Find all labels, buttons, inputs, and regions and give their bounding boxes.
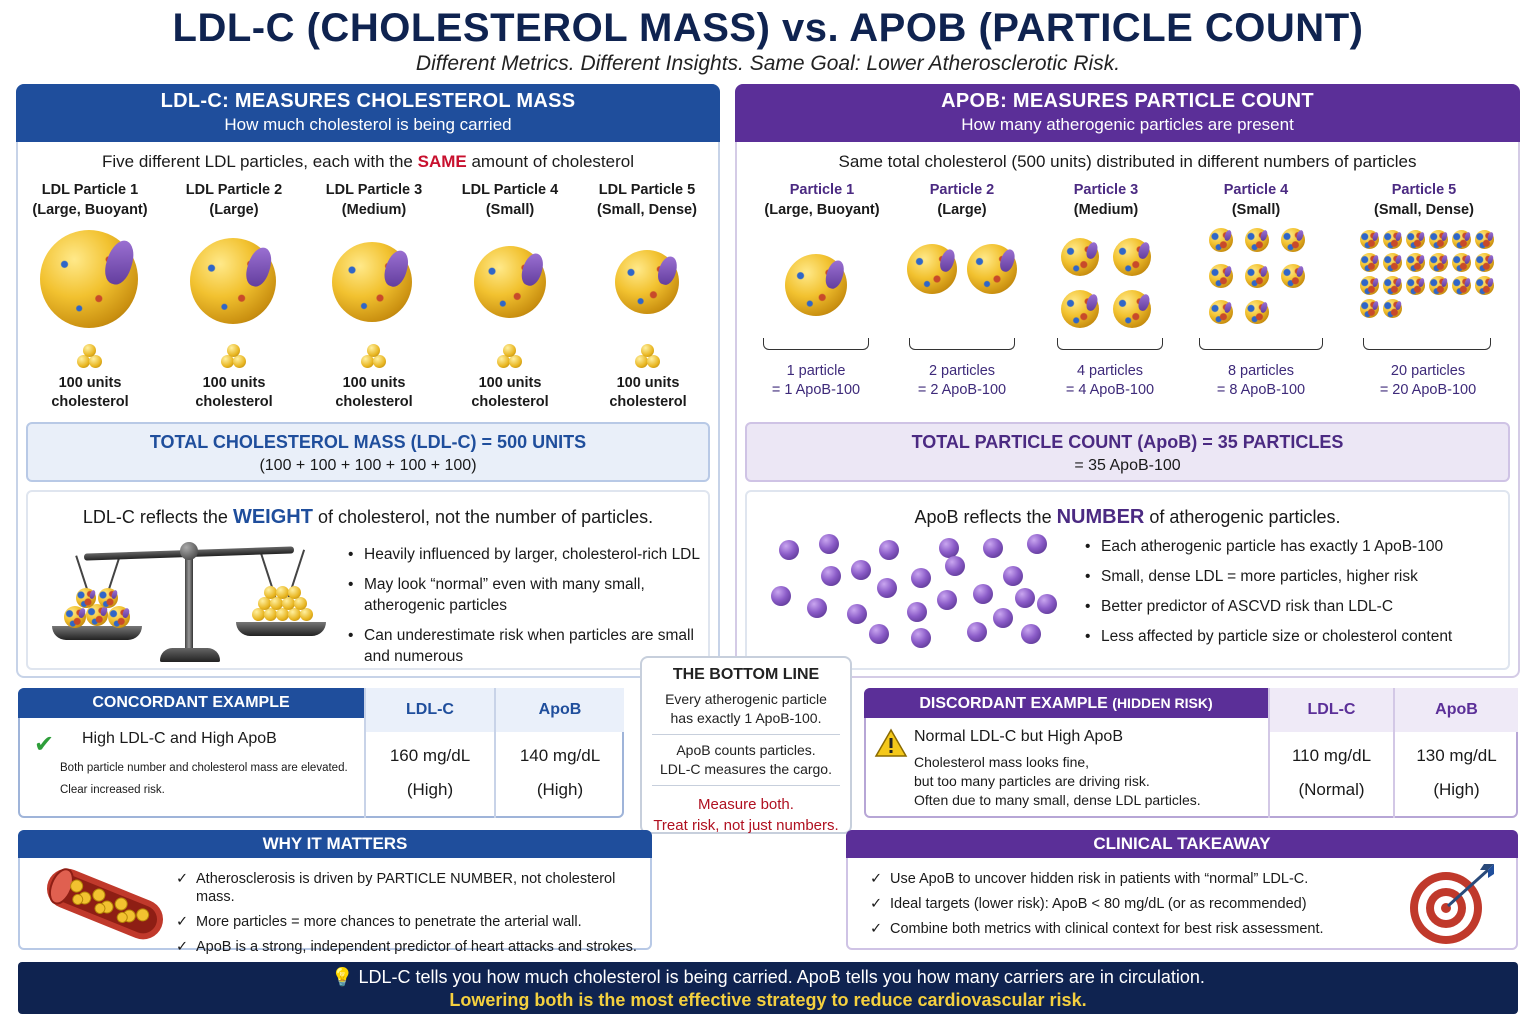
check-item: ✓ More particles = more chances to penetrate the arterial wall. [174, 913, 654, 931]
total-cholesterol-sum: (100 + 100 + 100 + 100 + 100) [259, 457, 477, 474]
ldl-particle-large-icon [40, 230, 138, 328]
call-to-action-text: Treat risk, not just numbers. [653, 817, 839, 834]
bottom-line-text: has exactly 1 ApoB-100. [670, 710, 822, 726]
apob-particle-icon [1245, 228, 1269, 252]
explain-text: LDL-C reflects the [82, 507, 233, 527]
total-cholesterol-title: TOTAL CHOLESTEROL MASS (LDL-C) = 500 UNITS [149, 432, 587, 452]
ldl-c-column [1270, 688, 1395, 818]
divider [652, 734, 840, 735]
column-header: ApoB [496, 688, 624, 732]
apob-particle-3 [1051, 180, 1161, 220]
apob-scatter-particle [807, 598, 827, 618]
concordant-values-table [364, 688, 624, 818]
apob-particle-icon [967, 244, 1017, 294]
ldl-c-panel-header [16, 84, 720, 142]
apob-particle-icon [1383, 276, 1402, 295]
concordant-example [18, 688, 624, 818]
cholesterol-word: cholesterol [195, 394, 273, 410]
group-brace [1363, 338, 1491, 350]
apob-status: (High) [536, 780, 584, 799]
why-it-matters-title: WHY IT MATTERS [18, 830, 652, 858]
column-header: LDL-C [366, 688, 494, 732]
page-title: LDL-C (CHOLESTEROL MASS) vs. APOB (PARTICLE COUNT) [172, 6, 1364, 50]
check-icon: ✔ [34, 731, 55, 758]
ldl-particle-title: LDL Particle 4 [461, 182, 559, 198]
particle-count-label [887, 362, 1037, 400]
apob-scatter-particle [907, 602, 927, 622]
particle-count: 2 particles [928, 363, 996, 379]
particle-count: 1 particle [786, 363, 846, 379]
bottom-line-box [640, 656, 852, 834]
concordant-example-title: CONCORDANT EXAMPLE [18, 688, 364, 718]
target-icon [1404, 862, 1500, 946]
warning-icon [874, 728, 908, 758]
ldl-c-intro-text-end: amount of cholesterol [466, 152, 634, 171]
apob-scatter-particle [877, 578, 897, 598]
particle-count-label [1186, 362, 1336, 400]
apob-particle-icon [1475, 230, 1494, 249]
clinical-takeaway-list [868, 870, 1408, 945]
apob-particle-icon [1429, 230, 1448, 249]
apob-scatter-particle [1027, 534, 1047, 554]
discordant-headline: Normal LDL-C but High ApoB [914, 728, 1123, 745]
apob-particle-4 [1201, 180, 1311, 220]
apob-particle-subtitle: (Medium) [1073, 202, 1139, 218]
apob-particle-title: Particle 2 [929, 182, 995, 198]
discordant-line-3: Often due to many small, dense LDL particles. [914, 792, 1201, 808]
ldl-particle-5 [584, 180, 710, 220]
footer-line-1 [18, 967, 1518, 988]
discordant-values-table [1268, 688, 1518, 818]
total-particle-box [745, 422, 1510, 482]
apob-panel [735, 84, 1520, 678]
apob-particle-icon [1383, 253, 1402, 272]
apob-particle-icon [1406, 276, 1425, 295]
ldl-c-column [366, 688, 496, 818]
ldl-particle-title: LDL Particle 1 [41, 182, 139, 198]
apob-scatter-particle [973, 584, 993, 604]
discordant-example [864, 688, 1518, 818]
ldl-particle-title: LDL Particle 3 [325, 182, 423, 198]
particle-count: 8 particles [1227, 363, 1295, 379]
apob-particle-icon [1113, 238, 1151, 276]
apob-particle-title: Particle 3 [1073, 182, 1139, 198]
ldl-particle-title: LDL Particle 5 [598, 182, 696, 198]
clinical-takeaway-title: CLINICAL TAKEAWAY [846, 830, 1518, 858]
ldl-c-panel-subtitle: How much cholesterol is being carried [224, 115, 512, 134]
apob-scatter-particle [879, 540, 899, 560]
cholesterol-stack-icon [214, 342, 254, 370]
why-it-matters-box [18, 830, 652, 955]
apob-particle-icon [1475, 276, 1494, 295]
discordant-line-2: but too many particles are driving risk. [914, 773, 1150, 789]
particle-count-label [741, 362, 891, 400]
apob-particle-icon [1245, 264, 1269, 288]
apob-particle-icon [785, 254, 847, 316]
apob-scatter-particle [869, 624, 889, 644]
apob-scatter-particle [937, 590, 957, 610]
cholesterol-amount [450, 374, 570, 412]
group-brace [1057, 338, 1163, 350]
weight-highlight: WEIGHT [232, 506, 313, 528]
apob-intro: Same total cholesterol (500 units) distributed in different numbers of particles [838, 152, 1417, 171]
bottom-line-text: Every atherogenic particle [665, 691, 827, 707]
cholesterol-units: 100 units [58, 375, 122, 391]
bottom-line-text: LDL-C measures the cargo. [660, 761, 832, 777]
ldl-particle-small-dense-icon [615, 250, 679, 314]
cholesterol-word: cholesterol [51, 394, 129, 410]
discordant-title-sub: (HIDDEN RISK) [1112, 695, 1213, 711]
ldl-c-value: 160 mg/dL [389, 746, 471, 765]
ldl-particle-title: LDL Particle 2 [185, 182, 283, 198]
apob-particle-icon [1360, 230, 1379, 249]
apob-scatter-particle [1015, 588, 1035, 608]
apob-particle-icon [1452, 253, 1471, 272]
apob-particle-title: Particle 4 [1223, 182, 1289, 198]
apob-particle-icon [1429, 253, 1448, 272]
page-subtitle: Different Metrics. Different Insights. Same Goal: Lower Atherosclerotic Risk. [415, 52, 1121, 75]
ldl-c-explanation [26, 490, 710, 670]
apob-bullet-list [1083, 536, 1513, 656]
apob-value: 140 mg/dL [519, 746, 601, 765]
apob-particle-icon [1209, 264, 1233, 288]
concordant-line-1: Both particle number and cholesterol mass are elevated. [60, 762, 348, 774]
footer-line-1-text: LDL-C tells you how much cholesterol is being carried. ApoB tells you how many carriers are in circulation. [358, 967, 1205, 987]
number-highlight: NUMBER [1056, 506, 1145, 528]
apob-scatter-particle [821, 566, 841, 586]
apob-column [1395, 688, 1518, 818]
apob-scatter-particle [819, 534, 839, 554]
explain-text: ApoB reflects the [914, 507, 1057, 527]
ldl-c-status: (Normal) [1298, 780, 1365, 799]
cholesterol-amount [30, 374, 150, 412]
apob-panel-title: APOB: MEASURES PARTICLE COUNT [941, 90, 1314, 112]
why-it-matters-list [174, 870, 654, 963]
particle-count-label [1035, 362, 1185, 400]
bullet-item: • May look “normal” even with many small, atherogenic particles [346, 574, 706, 616]
apob-scatter-particle [771, 586, 791, 606]
group-brace [1199, 338, 1323, 350]
call-to-action-text: Measure both. [698, 796, 794, 813]
apob-particle-icon [1281, 264, 1305, 288]
apob-particle-icon [1383, 299, 1402, 318]
ldl-c-status: (High) [406, 780, 454, 799]
apob-status: (High) [1433, 780, 1480, 799]
apob-particle-2 [907, 180, 1017, 220]
total-particle-sum: = 35 ApoB-100 [1074, 457, 1181, 474]
apob-particle-icon [1209, 228, 1233, 252]
ldl-c-intro-text: Five different LDL particles, each with the [102, 152, 418, 171]
bottom-line-title: THE BOTTOM LINE [672, 666, 820, 683]
apob-particle-subtitle: (Large) [937, 202, 987, 218]
apob-particle-icon [1360, 276, 1379, 295]
ldl-c-explanation-title [28, 506, 708, 529]
apob-particle-subtitle: (Small) [1231, 202, 1281, 218]
apob-count: = 8 ApoB-100 [1216, 382, 1306, 398]
column-header: LDL-C [1270, 688, 1393, 732]
apob-explanation-title [747, 506, 1508, 529]
ldl-particle-medium-icon [332, 242, 412, 322]
bullet-item: • Each atherogenic particle has exactly 1 ApoB-100 [1083, 536, 1513, 557]
apob-particle-1 [757, 180, 887, 220]
concordant-line-2: Clear increased risk. [60, 784, 165, 796]
group-brace [763, 338, 869, 350]
bottom-line-text-2 [642, 741, 850, 779]
discordant-title-text: DISCORDANT EXAMPLE [919, 695, 1108, 712]
cholesterol-word: cholesterol [471, 394, 549, 410]
cholesterol-amount [588, 374, 708, 412]
cholesterol-stack-icon [628, 342, 668, 370]
ldl-particle-small-icon [474, 246, 546, 318]
apob-particle-title: Particle 1 [789, 182, 855, 198]
apob-scatter-particle [911, 628, 931, 648]
apob-particle-icon [1406, 253, 1425, 272]
ldl-particle-subtitle: (Small) [485, 202, 535, 218]
check-item: ✓ Ideal targets (lower risk): ApoB < 80 mg/dL (or as recommended) [868, 895, 1408, 913]
discordant-example-title [864, 688, 1268, 718]
bullet-item: • Heavily influenced by larger, cholesterol-rich LDL [346, 544, 706, 565]
apob-scatter-particle [851, 560, 871, 580]
ldl-particle-subtitle: (Large) [209, 202, 259, 218]
apob-scatter-particle [1037, 594, 1057, 614]
particle-count: 20 particles [1390, 363, 1466, 379]
divider [652, 785, 840, 786]
balance-scale-icon [44, 538, 334, 668]
apob-particle-icon [1360, 299, 1379, 318]
particle-count-label [1353, 362, 1503, 400]
ldl-c-intro [18, 152, 718, 172]
apob-particle-title: Particle 5 [1391, 182, 1457, 198]
apob-explanation [745, 490, 1510, 670]
artery-icon [36, 868, 174, 940]
apob-particle-icon [1383, 230, 1402, 249]
explain-text-end: of cholesterol, not the number of particles. [312, 507, 654, 527]
cholesterol-stack-icon [70, 342, 110, 370]
apob-count: = 20 ApoB-100 [1379, 382, 1477, 398]
apob-particle-icon [907, 244, 957, 294]
cholesterol-word: cholesterol [609, 394, 687, 410]
cholesterol-amount [314, 374, 434, 412]
apob-column [496, 688, 624, 818]
total-particle-title: TOTAL PARTICLE COUNT (ApoB) = 35 PARTICLES [911, 432, 1344, 452]
apob-particle-5 [1359, 180, 1489, 220]
apob-count: = 2 ApoB-100 [917, 382, 1007, 398]
apob-particle-icon [1406, 230, 1425, 249]
apob-value: 130 mg/dL [1416, 746, 1497, 765]
apob-panel-header [735, 84, 1520, 142]
apob-scatter-particle [911, 568, 931, 588]
check-item: ✓ Combine both metrics with clinical context for best risk assessment. [868, 920, 1408, 938]
apob-particle-icon [1209, 300, 1233, 324]
check-item: ✓ Atherosclerosis is driven by PARTICLE NUMBER, not cholesterol mass. [174, 870, 654, 906]
apob-scatter-particle [779, 540, 799, 560]
apob-count: = 1 ApoB-100 [771, 382, 861, 398]
cholesterol-stack-icon [490, 342, 530, 370]
apob-particle-icon [1061, 290, 1099, 328]
apob-particle-icon [1360, 253, 1379, 272]
footer-banner [18, 962, 1518, 1014]
apob-particle-subtitle: (Large, Buoyant) [764, 202, 880, 218]
group-brace [909, 338, 1015, 350]
apob-scatter-particle [993, 608, 1013, 628]
explain-text-end: of atherogenic particles. [1144, 507, 1341, 527]
apob-particle-icon [1113, 290, 1151, 328]
particle-count: 4 particles [1076, 363, 1144, 379]
bottom-line-text-1 [642, 690, 850, 728]
apob-particle-icon [1245, 300, 1269, 324]
apob-particle-icon [1429, 276, 1448, 295]
cholesterol-units: 100 units [202, 375, 266, 391]
apob-particle-icon [1475, 253, 1494, 272]
apob-particle-icon [1452, 276, 1471, 295]
apob-count: = 4 ApoB-100 [1065, 382, 1155, 398]
apob-scatter-particle [983, 538, 1003, 558]
lightbulb-icon: 💡 [331, 967, 354, 987]
scattered-particles-icon [771, 530, 1061, 660]
same-highlight: SAME [417, 152, 467, 171]
bottom-line-call-to-action [642, 794, 850, 836]
apob-particle-icon [1281, 228, 1305, 252]
concordant-headline: High LDL-C and High ApoB [82, 730, 277, 747]
apob-scatter-particle [847, 604, 867, 624]
discordant-line-1: Cholesterol mass looks fine, [914, 754, 1090, 770]
cholesterol-units: 100 units [342, 375, 406, 391]
ldl-particle-4 [450, 180, 570, 220]
check-item: ✓ Use ApoB to uncover hidden risk in patients with “normal” LDL-C. [868, 870, 1408, 888]
cholesterol-units: 100 units [616, 375, 680, 391]
apob-particle-subtitle: (Small, Dense) [1374, 202, 1474, 218]
ldl-c-panel [16, 84, 720, 678]
apob-scatter-particle [939, 538, 959, 558]
ldl-c-panel-title: LDL-C: MEASURES CHOLESTEROL MASS [160, 90, 576, 112]
check-item: ✓ ApoB is a strong, independent predictor of heart attacks and strokes. [174, 938, 654, 956]
cholesterol-stack-icon [354, 342, 394, 370]
bullet-item: • Small, dense LDL = more particles, higher risk [1083, 566, 1513, 587]
ldl-particle-subtitle: (Medium) [341, 202, 407, 218]
ldl-particle-1 [30, 180, 150, 220]
ldl-particle-subtitle: (Large, Buoyant) [32, 202, 148, 218]
apob-particle-icon [1452, 230, 1471, 249]
column-header: ApoB [1395, 688, 1518, 732]
bullet-item: • Better predictor of ASCVD risk than LDL-C [1083, 596, 1513, 617]
bullet-item: • Can underestimate risk when particles are small and numerous [346, 625, 706, 667]
apob-scatter-particle [1021, 624, 1041, 644]
apob-particle-icon [1061, 238, 1099, 276]
cholesterol-amount [174, 374, 294, 412]
ldl-particle-large-icon [190, 238, 276, 324]
footer-line-2: Lowering both is the most effective strategy to reduce cardiovascular risk. [449, 990, 1087, 1010]
apob-panel-subtitle: How many atherogenic particles are present [961, 115, 1294, 134]
ldl-particle-3 [314, 180, 434, 220]
cholesterol-word: cholesterol [335, 394, 413, 410]
ldl-particle-2 [174, 180, 294, 220]
total-cholesterol-box [26, 422, 710, 482]
apob-scatter-particle [1003, 566, 1023, 586]
apob-scatter-particle [967, 622, 987, 642]
clinical-takeaway-box [846, 830, 1518, 950]
ldl-c-value: 110 mg/dL [1291, 746, 1372, 765]
bullet-item: • Less affected by particle size or cholesterol content [1083, 626, 1513, 647]
apob-scatter-particle [945, 556, 965, 576]
bottom-line-text: ApoB counts particles. [676, 742, 816, 758]
cholesterol-units: 100 units [478, 375, 542, 391]
ldl-particle-subtitle: (Small, Dense) [597, 202, 697, 218]
